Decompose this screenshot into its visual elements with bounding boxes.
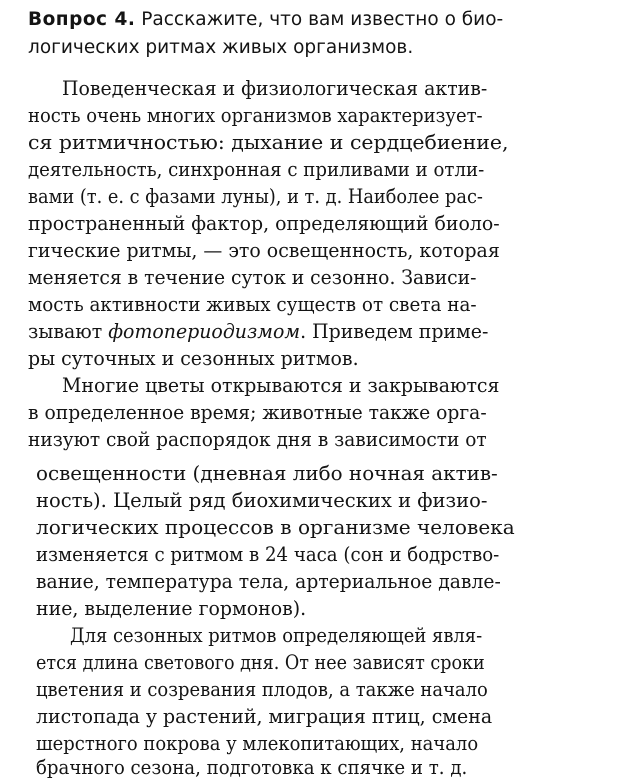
text-line: брачного сезона, подготовка к спячке и т. д. — [36, 756, 468, 779]
text-line: ность). Целый ряд биохимических и физио- — [36, 489, 488, 512]
text-line: листопада у растений, миграция птиц, смена — [36, 705, 493, 728]
text-line: вами (т. е. с фазами луны), и т. д. Наиболее рас- — [28, 185, 483, 208]
text-line: ры суточных и сезонных ритмов. — [28, 347, 359, 370]
text-line: Поведенческая и физиологическая актив- — [62, 77, 488, 100]
text-line: Для сезонных ритмов определяющей явля- — [70, 624, 483, 647]
question-text-1: Расскажите, что вам известно о био- — [141, 9, 504, 30]
text-before-term: зывают — [28, 320, 109, 343]
text-line: низуют свой распорядок дня в зависимости от — [28, 428, 487, 451]
text-line: мость активности живых существ от света на- — [28, 293, 477, 316]
text-line: деятельность, синхронная с приливами и отли- — [28, 158, 485, 181]
question-line-2: логических ритмах живых организмов. — [28, 37, 414, 58]
text-line: ется длина светового дня. От нее зависят сроки — [36, 651, 485, 674]
text-line: освещенности (дневная либо ночная актив- — [36, 462, 498, 485]
text-line: изменяется с ритмом в 24 часа (сон и бодрство- — [36, 543, 500, 566]
text-line: в определенное время; животные также орга- — [28, 401, 487, 424]
text-line: пространенный фактор, определяющий биоло- — [28, 212, 500, 235]
text-line: вание, температура тела, артериальное давле- — [36, 570, 501, 593]
text-line: гические ритмы, — это освещенность, которая — [28, 239, 500, 262]
text-line: ся ритмичностью: дыхание и сердцебиение, — [28, 131, 509, 154]
text-line-with-term — [28, 320, 488, 344]
text-line: ность очень многих организмов характеризует- — [28, 104, 483, 127]
text-line: меняется в течение суток и сезонно. Зависи- — [28, 266, 477, 289]
text-after-term: . Приведем приме- — [300, 320, 489, 343]
text-line: логических процессов в организме человека — [36, 516, 515, 539]
text-line: шерстного покрова у млекопитающих, начало — [36, 732, 479, 755]
text-line: Многие цветы открываются и закрываются — [62, 374, 500, 397]
question-line-1 — [28, 8, 568, 32]
text-line: цветения и созревания плодов, а также начало — [36, 678, 488, 701]
term-photoperiodism: фотопериодизмом — [108, 320, 301, 343]
text-line: ние, выделение гормонов). — [36, 597, 307, 620]
question-label: Вопрос 4. — [28, 9, 136, 30]
